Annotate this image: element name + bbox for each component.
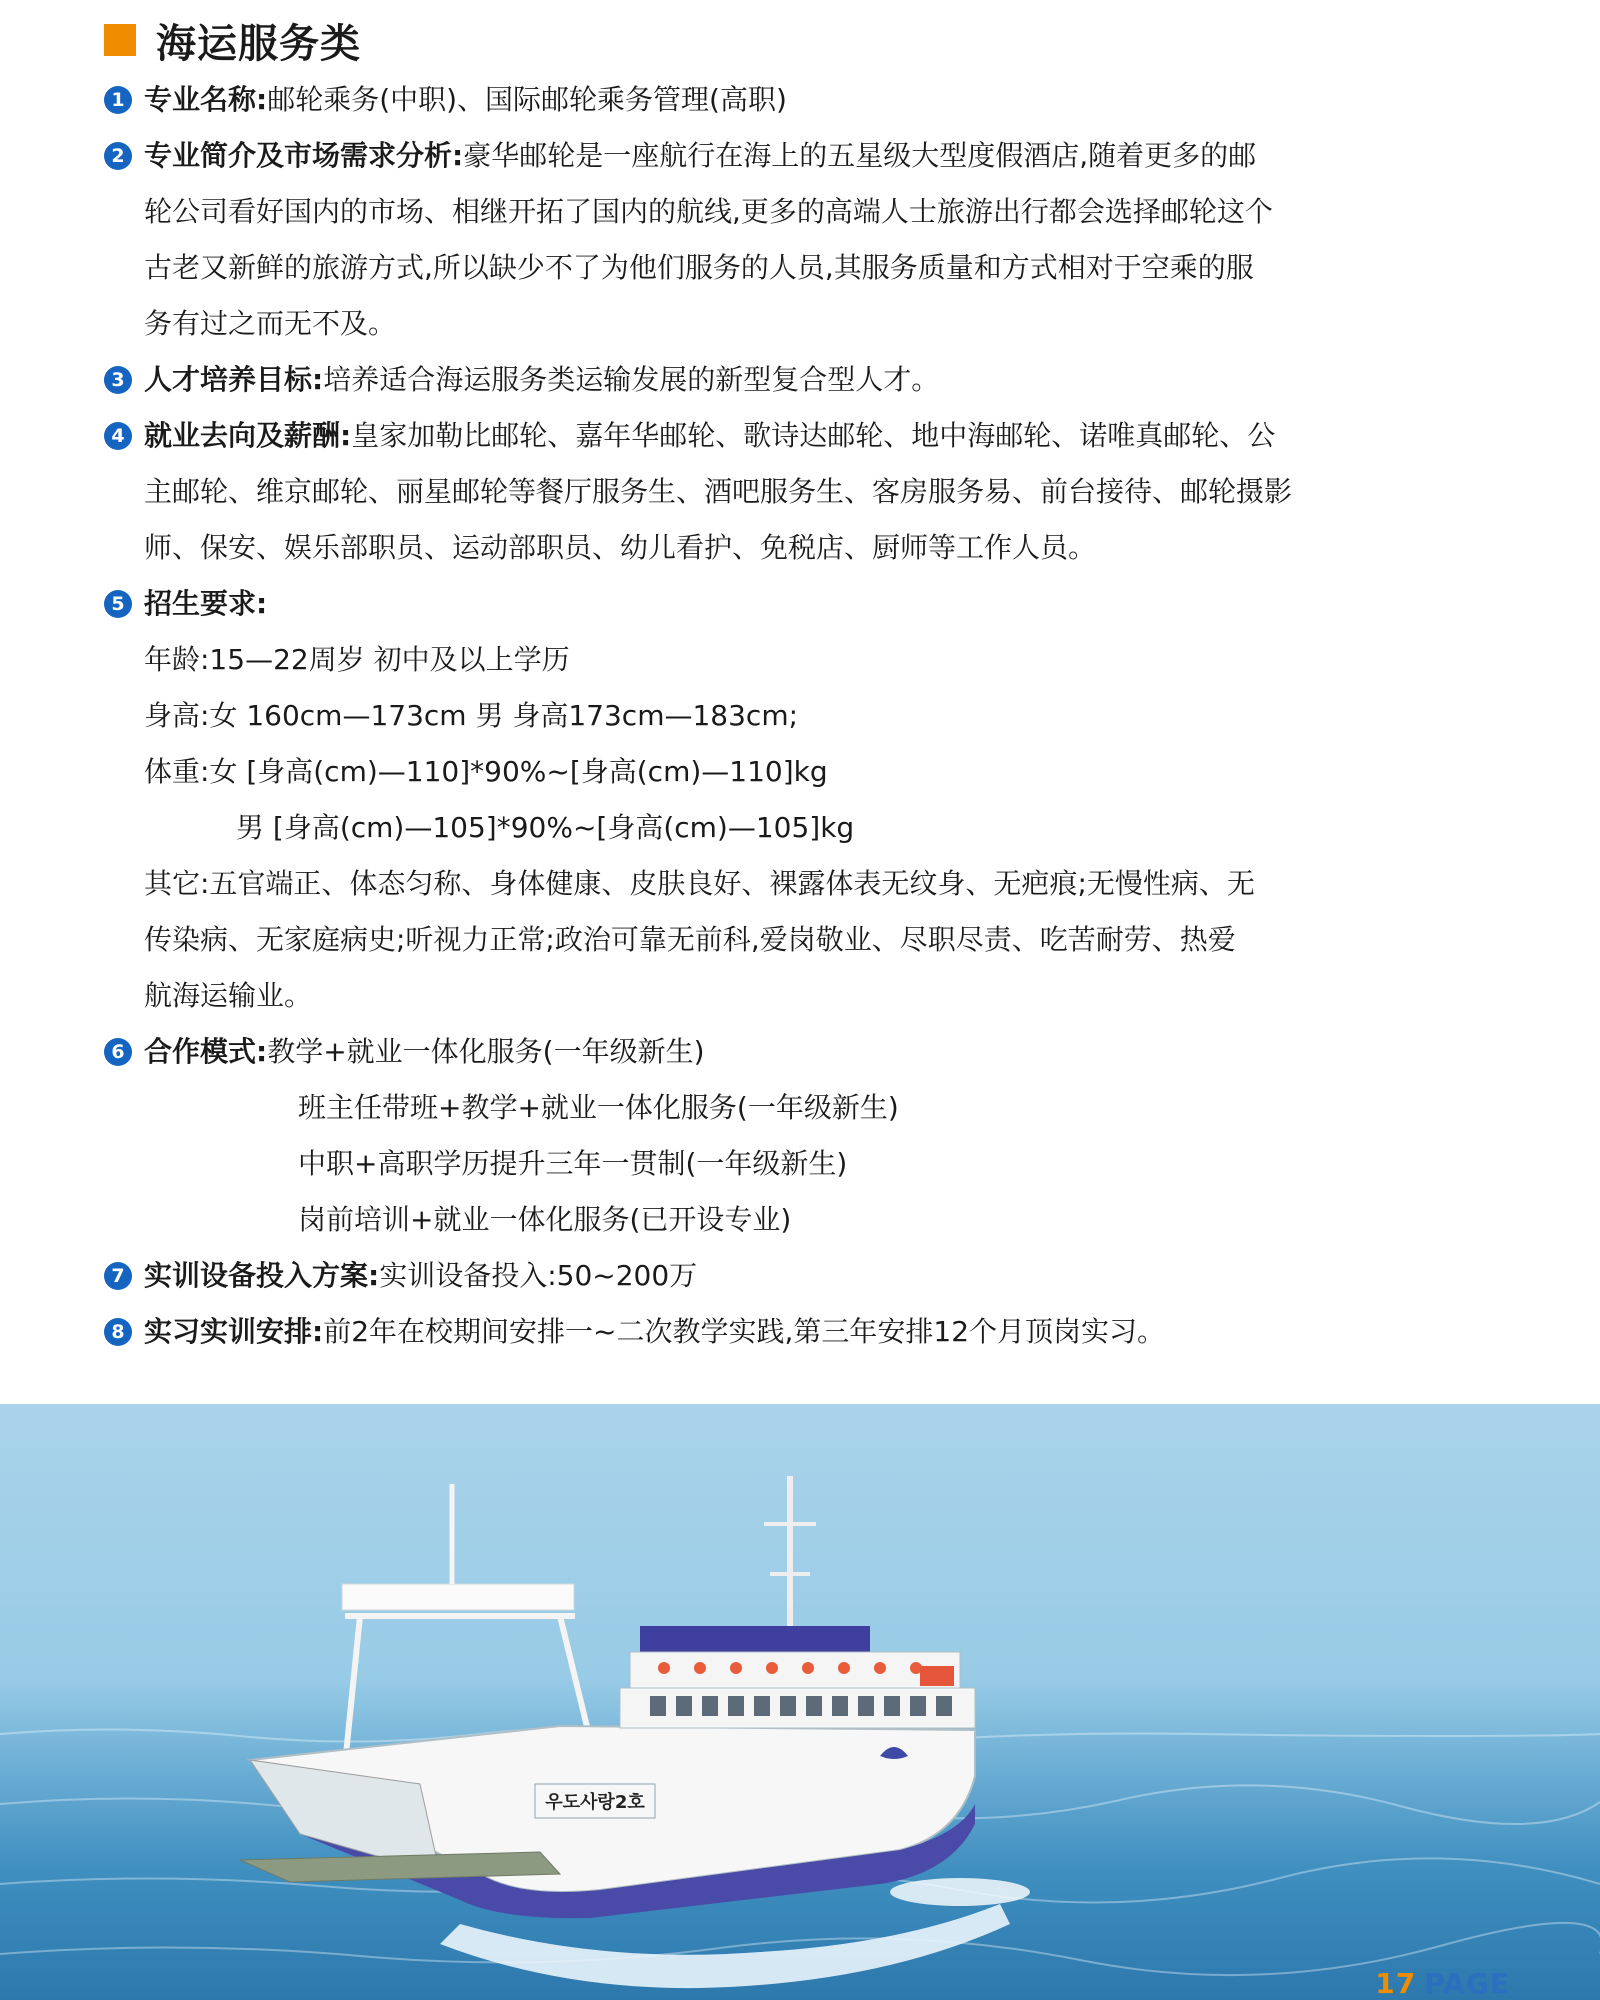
item-text: 轮公司看好国内的市场、相继开拓了国内的航线,更多的高端人士旅游出行都会选择邮轮这个 [144, 195, 1273, 228]
item-text: 班主任带班+教学+就业一体化服务(一年级新生) [298, 1091, 899, 1124]
item-text: 实训设备投入:50~200万 [379, 1259, 698, 1292]
requirement-age: 年龄:15—22周岁 初中及以上学历 [144, 643, 570, 676]
list-item [104, 352, 1424, 408]
item-label: 合作模式: [144, 1035, 268, 1068]
section-title: 海运服务类 [156, 20, 361, 67]
number-badge: 3 [104, 366, 132, 394]
item-label: 招生要求: [144, 587, 268, 620]
item-text: 教学+就业一体化服务(一年级新生) [267, 1035, 705, 1068]
requirement-weight-male: 男 [身高(cm)—105]*90%~[身高(cm)—105]kg [236, 811, 855, 844]
section-marker-square [104, 24, 136, 56]
number-badge: 5 [104, 590, 132, 618]
number-badge: 1 [104, 86, 132, 114]
number-badge: 4 [104, 422, 132, 450]
list-item [104, 408, 1424, 576]
item-label: 人才培养目标: [144, 363, 324, 396]
item-text: 岗前培训+就业一体化服务(已开设专业) [298, 1203, 792, 1236]
item-text: 豪华邮轮是一座航行在海上的五星级大型度假酒店,随着更多的邮 [463, 139, 1257, 172]
list-item [104, 72, 1424, 128]
item-text: 前2年在校期间安排一~二次教学实践,第三年安排12个月顶岗实习。 [323, 1315, 1166, 1348]
list-item [104, 576, 1424, 1024]
item-text: 师、保安、娱乐部职员、运动部职员、幼儿看护、免税店、厨师等工作人员。 [144, 531, 1097, 564]
requirement-other: 传染病、无家庭病史;听视力正常;政治可靠无前科,爱岗敬业、尽职尽责、吃苦耐劳、热爱 [144, 923, 1236, 956]
item-text: 皇家加勒比邮轮、嘉年华邮轮、歌诗达邮轮、地中海邮轮、诺唯真邮轮、公 [351, 419, 1276, 452]
page-number [1375, 1967, 1510, 2000]
list-item [104, 1024, 1424, 1248]
item-text: 主邮轮、维京邮轮、丽星邮轮等餐厅服务生、酒吧服务生、客房服务易、前台接待、邮轮摄影 [144, 475, 1293, 508]
item-label: 专业名称: [144, 83, 268, 116]
item-text: 中职+高职学历提升三年一贯制(一年级新生) [298, 1147, 848, 1180]
program-details [104, 72, 1424, 1360]
ferry-photo [0, 1404, 1600, 2000]
item-label: 实训设备投入方案: [144, 1259, 380, 1292]
number-badge: 6 [104, 1038, 132, 1066]
requirement-other: 航海运输业。 [144, 979, 313, 1012]
list-item [104, 128, 1424, 352]
ship-name-plate: 우도사랑2호 [545, 1792, 645, 1813]
list-item [104, 1248, 1424, 1304]
page-word: PAGE [1424, 1967, 1510, 2000]
item-label: 就业去向及薪酬: [144, 419, 352, 452]
ferry-illustration [0, 1404, 1600, 2000]
page-number-value: 17 [1375, 1967, 1417, 2000]
number-badge: 2 [104, 142, 132, 170]
list-item [104, 1304, 1424, 1360]
section-header [104, 12, 361, 68]
item-text: 务有过之而无不及。 [144, 307, 397, 340]
requirement-other: 其它:五官端正、体态匀称、身体健康、皮肤良好、裸露体表无纹身、无疤痕;无慢性病、无 [144, 867, 1255, 900]
item-label: 实习实训安排: [144, 1315, 324, 1348]
requirement-weight-female: 体重:女 [身高(cm)—110]*90%~[身高(cm)—110]kg [144, 755, 828, 788]
number-badge: 8 [104, 1318, 132, 1346]
item-label: 专业简介及市场需求分析: [144, 139, 464, 172]
item-text: 培养适合海运服务类运输发展的新型复合型人才。 [323, 363, 940, 396]
number-badge: 7 [104, 1262, 132, 1290]
item-text: 邮轮乘务(中职)、国际邮轮乘务管理(高职) [267, 83, 787, 116]
item-text: 古老又新鲜的旅游方式,所以缺少不了为他们服务的人员,其服务质量和方式相对于空乘的服 [144, 251, 1254, 284]
requirement-height: 身高:女 160cm—173cm 男 身高173cm—183cm; [144, 699, 799, 732]
